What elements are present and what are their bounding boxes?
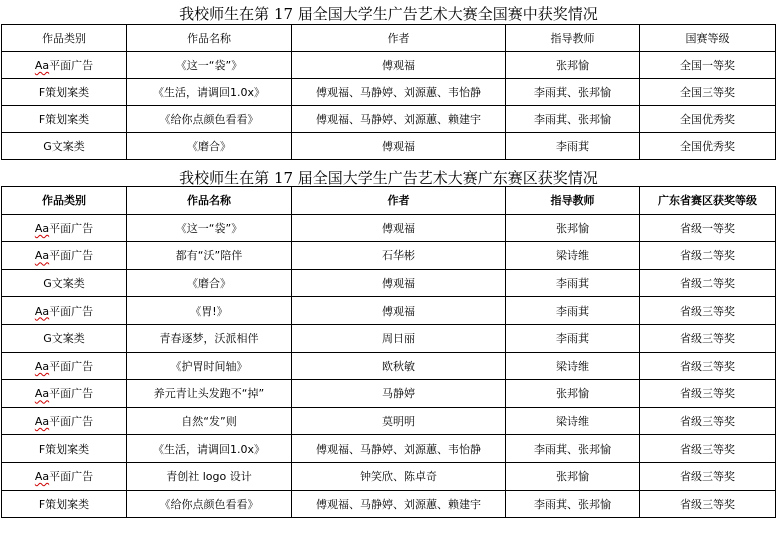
guangdong-awards-table	[1, 186, 776, 518]
cell-award: 全国一等奖	[640, 52, 776, 79]
cell-work: 《生活，请调回1.0x》	[127, 79, 292, 106]
category-code: G	[43, 140, 52, 153]
cell-teacher: 李雨萁	[506, 297, 640, 325]
category-label: 策划案类	[45, 113, 90, 126]
cell-category	[2, 106, 127, 133]
cell-teacher: 李雨萁	[506, 269, 640, 297]
table-row	[2, 462, 776, 490]
cell-author: 傅观福、马静婷、刘源蕙、韦怡静	[292, 79, 506, 106]
cell-category	[2, 79, 127, 106]
cell-teacher: 梁诗维	[506, 242, 640, 270]
cell-award: 省级三等奖	[640, 352, 776, 380]
cell-work: 《给你点颜色看看》	[127, 490, 292, 518]
cell-teacher: 李雨萁	[506, 133, 640, 160]
cell-category	[2, 52, 127, 79]
cell-category	[2, 435, 127, 463]
cell-award: 省级三等奖	[640, 297, 776, 325]
category-code: Aa	[34, 387, 50, 401]
header-category: 作品类别	[2, 25, 127, 52]
category-label: 平面广告	[49, 59, 94, 72]
category-label: 文案类	[51, 332, 85, 346]
cell-work: 《磨合》	[127, 269, 292, 297]
cell-category	[2, 214, 127, 242]
cell-work: 《磨合》	[127, 133, 292, 160]
cell-work: 《这一“袋”》	[127, 214, 292, 242]
table-header-row	[2, 25, 776, 52]
cell-category	[2, 269, 127, 297]
cell-work: 养元青让头发跑不“掉”	[127, 380, 292, 408]
table-row	[2, 352, 776, 380]
table-row	[2, 242, 776, 270]
category-label: 平面广告	[49, 221, 94, 235]
header-category: 作品类别	[2, 187, 127, 215]
cell-teacher: 张邦愉	[506, 52, 640, 79]
header-work: 作品名称	[127, 187, 292, 215]
category-label: 平面广告	[49, 249, 94, 263]
cell-teacher: 李雨萁、张邦愉	[506, 490, 640, 518]
table-row	[2, 269, 776, 297]
cell-teacher: 梁诗维	[506, 352, 640, 380]
category-code: Aa	[34, 249, 50, 263]
cell-author: 傅观福、马静婷、刘源蕙、韦怡静	[292, 435, 506, 463]
cell-award: 省级三等奖	[640, 380, 776, 408]
table-row	[2, 490, 776, 518]
cell-award: 省级三等奖	[640, 462, 776, 490]
cell-category	[2, 352, 127, 380]
cell-work: 都有“沃”陪伴	[127, 242, 292, 270]
table-row	[2, 435, 776, 463]
cell-category	[2, 133, 127, 160]
cell-award: 省级三等奖	[640, 435, 776, 463]
table-row	[2, 79, 776, 106]
header-award: 广东省赛区获奖等级	[640, 187, 776, 215]
category-code: Aa	[34, 221, 50, 235]
cell-work: 青创社 logo 设计	[127, 462, 292, 490]
cell-award: 省级二等奖	[640, 269, 776, 297]
category-label: 平面广告	[49, 359, 94, 373]
cell-author: 莫明明	[292, 407, 506, 435]
cell-work: 《胃!》	[127, 297, 292, 325]
cell-category	[2, 324, 127, 352]
cell-category	[2, 242, 127, 270]
header-author: 作者	[292, 25, 506, 52]
category-code: G	[43, 332, 52, 346]
table-row	[2, 297, 776, 325]
category-code: F	[38, 497, 46, 511]
header-teacher: 指导教师	[506, 187, 640, 215]
cell-category	[2, 490, 127, 518]
category-code: Aa	[34, 59, 50, 72]
category-code: G	[43, 277, 52, 291]
table-row	[2, 324, 776, 352]
category-code: Aa	[34, 470, 50, 484]
cell-teacher: 李雨萁、张邦愉	[506, 106, 640, 133]
category-code: F	[38, 113, 46, 126]
cell-author: 钟笑欣、陈卓奇	[292, 462, 506, 490]
table-row	[2, 380, 776, 408]
cell-author: 傅观福	[292, 297, 506, 325]
cell-author: 石华彬	[292, 242, 506, 270]
cell-work: 《生活，请调回1.0x》	[127, 435, 292, 463]
cell-teacher: 梁诗维	[506, 407, 640, 435]
cell-work: 《护胃时间轴》	[127, 352, 292, 380]
cell-award: 省级三等奖	[640, 490, 776, 518]
cell-teacher: 张邦愉	[506, 380, 640, 408]
category-label: 策划案类	[45, 497, 90, 511]
cell-category	[2, 297, 127, 325]
category-code: Aa	[34, 359, 50, 373]
table-header-row	[2, 187, 776, 215]
table-row	[2, 52, 776, 79]
national-table-body	[2, 52, 776, 160]
cell-author: 傅观福、马静婷、刘源蕙、赖建宇	[292, 490, 506, 518]
header-work: 作品名称	[127, 25, 292, 52]
national-awards-table	[1, 24, 776, 160]
cell-author: 傅观福	[292, 133, 506, 160]
table-row	[2, 407, 776, 435]
cell-award: 省级三等奖	[640, 407, 776, 435]
cell-award: 全国优秀奖	[640, 133, 776, 160]
cell-work: 自然“发”则	[127, 407, 292, 435]
cell-teacher: 李雨萁	[506, 324, 640, 352]
cell-work: 青春逐梦，沃派相伴	[127, 324, 292, 352]
cell-category	[2, 462, 127, 490]
cell-author: 傅观福	[292, 269, 506, 297]
cell-author: 马静婷	[292, 380, 506, 408]
header-teacher: 指导教师	[506, 25, 640, 52]
cell-author: 欧秋敏	[292, 352, 506, 380]
cell-author: 傅观福、马静婷、刘源蕙、赖建宇	[292, 106, 506, 133]
category-code: Aa	[34, 304, 50, 318]
cell-award: 全国三等奖	[640, 79, 776, 106]
cell-work: 《给你点颜色看看》	[127, 106, 292, 133]
cell-teacher: 李雨萁、张邦愉	[506, 435, 640, 463]
cell-award: 省级二等奖	[640, 242, 776, 270]
category-code: Aa	[34, 415, 50, 429]
category-code: F	[38, 86, 46, 99]
cell-category	[2, 380, 127, 408]
cell-author: 傅观福	[292, 214, 506, 242]
cell-author: 周日丽	[292, 324, 506, 352]
cell-award: 省级一等奖	[640, 214, 776, 242]
cell-author: 傅观福	[292, 52, 506, 79]
cell-teacher: 张邦愉	[506, 462, 640, 490]
table-row	[2, 214, 776, 242]
guangdong-title: 我校师生在第 17 届全国大学生广告艺术大赛广东赛区获奖情况	[179, 169, 598, 187]
cell-work: 《这一“袋”》	[127, 52, 292, 79]
category-code: F	[38, 442, 46, 456]
national-title: 我校师生在第 17 届全国大学生广告艺术大赛全国赛中获奖情况	[179, 5, 598, 23]
table-row	[2, 106, 776, 133]
category-label: 平面广告	[49, 304, 94, 318]
category-label: 文案类	[51, 277, 85, 291]
category-label: 策划案类	[45, 442, 90, 456]
cell-teacher: 李雨萁、张邦愉	[506, 79, 640, 106]
guangdong-table-body	[2, 214, 776, 518]
header-award: 国赛等级	[640, 25, 776, 52]
category-label: 文案类	[51, 140, 85, 153]
category-label: 平面广告	[49, 387, 94, 401]
header-author: 作者	[292, 187, 506, 215]
cell-category	[2, 407, 127, 435]
table-row	[2, 133, 776, 160]
cell-award: 省级三等奖	[640, 324, 776, 352]
category-label: 策划案类	[45, 86, 90, 99]
cell-award: 全国优秀奖	[640, 106, 776, 133]
category-label: 平面广告	[49, 470, 94, 484]
cell-teacher: 张邦愉	[506, 214, 640, 242]
category-label: 平面广告	[49, 415, 94, 429]
